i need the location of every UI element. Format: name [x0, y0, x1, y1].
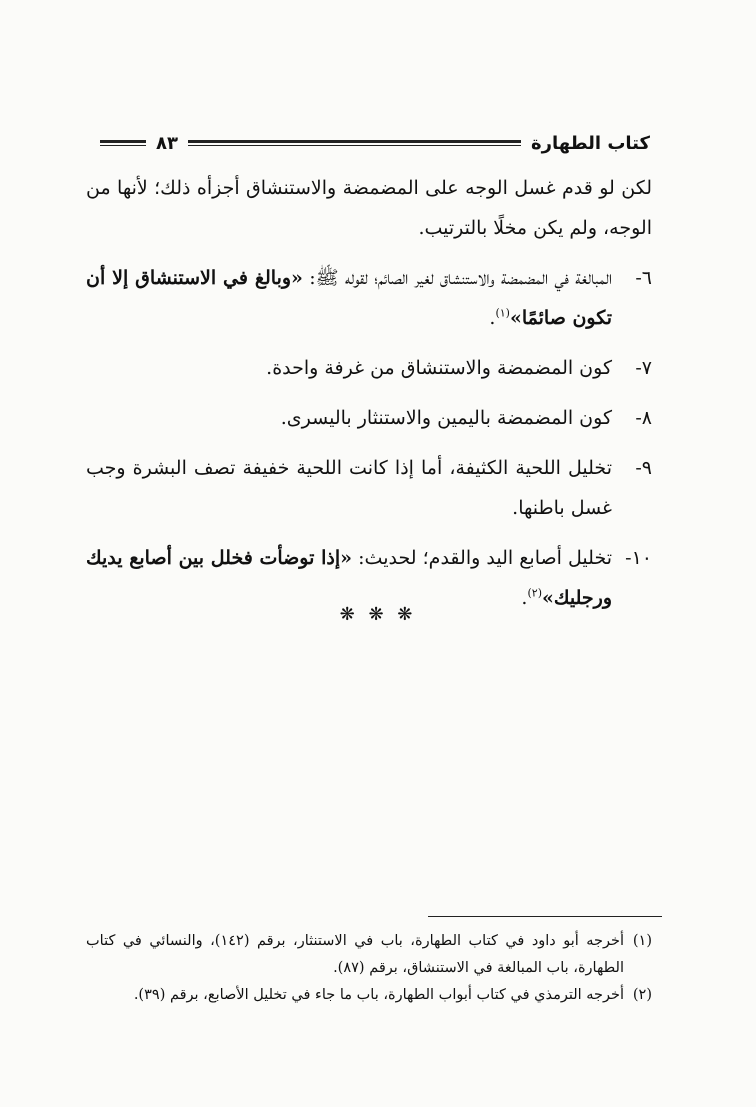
chapter-title: كتاب الطهارة	[530, 132, 650, 154]
item-text	[86, 258, 612, 338]
footnotes	[86, 928, 652, 1009]
item-tail: .	[489, 307, 496, 329]
item-number: ٩-	[635, 457, 652, 479]
footnote-number: (١)	[632, 933, 652, 949]
footnote-text: أخرجه أبو داود في كتاب الطهارة، باب في الاستنثار، برقم (١٤٢)، والنسائي في كتاب الطهارة، باب المبالغة في الاستنشاق، برقم (٨٧).	[86, 933, 625, 976]
item-number: ٧-	[635, 357, 652, 379]
item-text: تخليل اللحية الكثيفة، أما إذا كانت اللحية خفيفة تصف البشرة وجب غسل باطنها.	[86, 457, 612, 519]
item-number: ٨-	[635, 407, 652, 429]
footnote-1	[86, 928, 652, 982]
section-separator: ❋ ❋ ❋	[339, 604, 417, 625]
footnote-ref: (١)	[495, 306, 510, 320]
footnote-2	[86, 982, 652, 1009]
footnote-text: أخرجه الترمذي في كتاب أبواب الطهارة، باب ما جاء في تخليل الأصابع، برقم (٣٩).	[133, 987, 624, 1003]
item-tail: .	[521, 587, 528, 609]
item-number: ٦-	[635, 267, 652, 289]
footnote-divider	[428, 916, 662, 917]
footnote-ref: (٢)	[527, 586, 542, 600]
hadith-quote: «إذا توضأت فخلل بين أصابع يديك ورجليك»	[86, 547, 612, 609]
intro-paragraph: لكن لو قدم غسل الوجه على المضمضة والاستنشاق أجزأه ذلك؛ لأنها من الوجه، ولم يكن مخلًا بالترتيب.	[86, 177, 652, 239]
item-text-plain: المبالغة في المضمضة والاستنشاق لغير الصائم؛ لقوله ﷺ:	[302, 267, 612, 289]
item-text: كون المضمضة والاستنشاق من غرفة واحدة.	[266, 357, 612, 379]
item-number: ١٠-	[625, 547, 652, 569]
header-rule-short	[100, 140, 146, 146]
item-text: كون المضمضة باليمين والاستنثار باليسرى.	[280, 407, 612, 429]
list-item-7	[86, 348, 652, 388]
running-header	[100, 126, 650, 160]
list-item-6	[86, 258, 652, 338]
list-item-9	[86, 448, 652, 528]
footnote-number: (٢)	[632, 987, 652, 1003]
item-text-plain: تخليل أصابع اليد والقدم؛ لحديث:	[352, 547, 613, 569]
page-number: ٨٣	[156, 132, 178, 154]
hadith-quote: «وبالغ في الاستنشاق إلا أن تكون صائمًا»	[86, 267, 612, 329]
main-text	[86, 168, 652, 628]
header-rule	[188, 140, 521, 146]
list-item-8	[86, 398, 652, 438]
